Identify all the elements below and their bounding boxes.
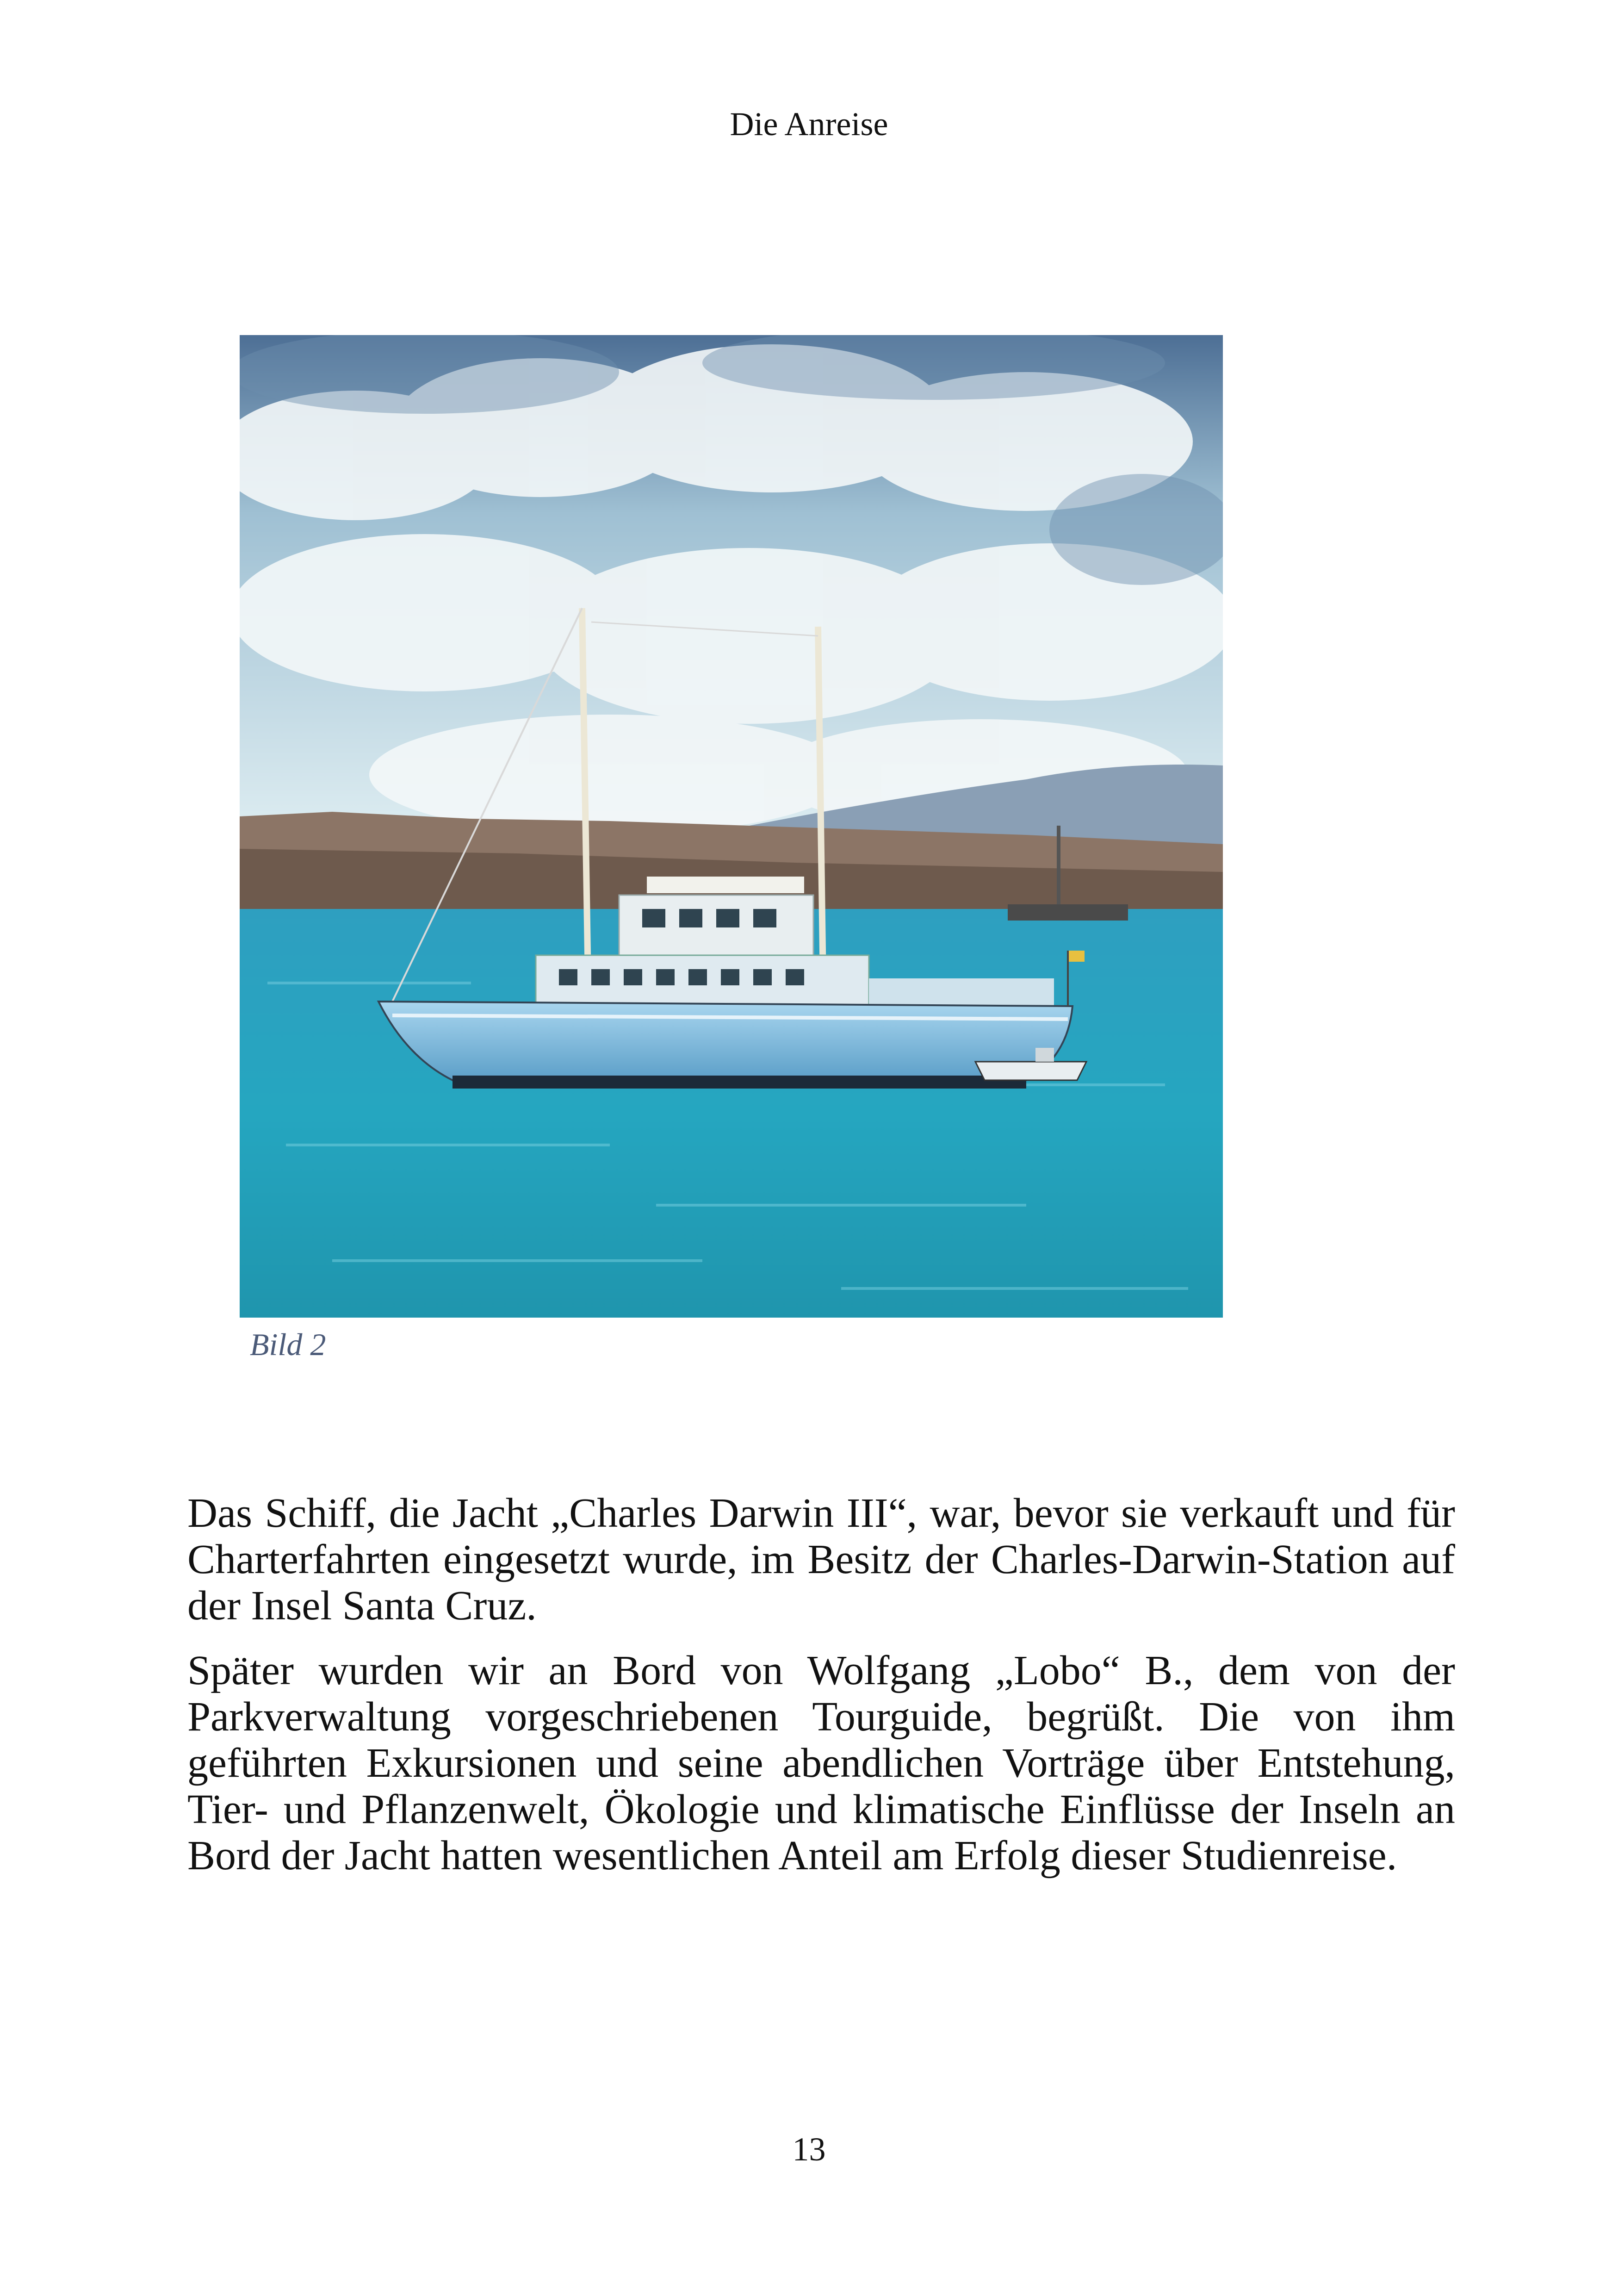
paragraph: Später wurden wir an Bord von Wolfgang „Lobo“ B., dem von der Parkverwaltung vorgeschriebenen Tourguide, begrüßt. Die von ihm geführten Exkursionen und seine abendlichen Vorträge über Entstehung, Tier- und Pflanzenwelt, Ökologie und klimatische Einflüsse der Inseln an Bord der Jacht hatten wesentlichen Anteil am Erfolg dieser Studienreise. [187, 1648, 1455, 1879]
running-header: Die Anreise [730, 106, 888, 143]
yacht-illustration [240, 335, 1223, 1318]
body-text [187, 1490, 1455, 1898]
paragraph: Das Schiff, die Jacht „Charles Darwin III“, war, bevor sie verkauft und für Charterfahrten eingesetzt wurde, im Besitz der Charles-Darwin-Station auf der Insel Santa Cruz. [187, 1490, 1455, 1629]
figure-caption: Bild 2 [250, 1327, 326, 1362]
page-number: 13 [792, 2131, 826, 2168]
yacht-photo [240, 335, 1223, 1318]
